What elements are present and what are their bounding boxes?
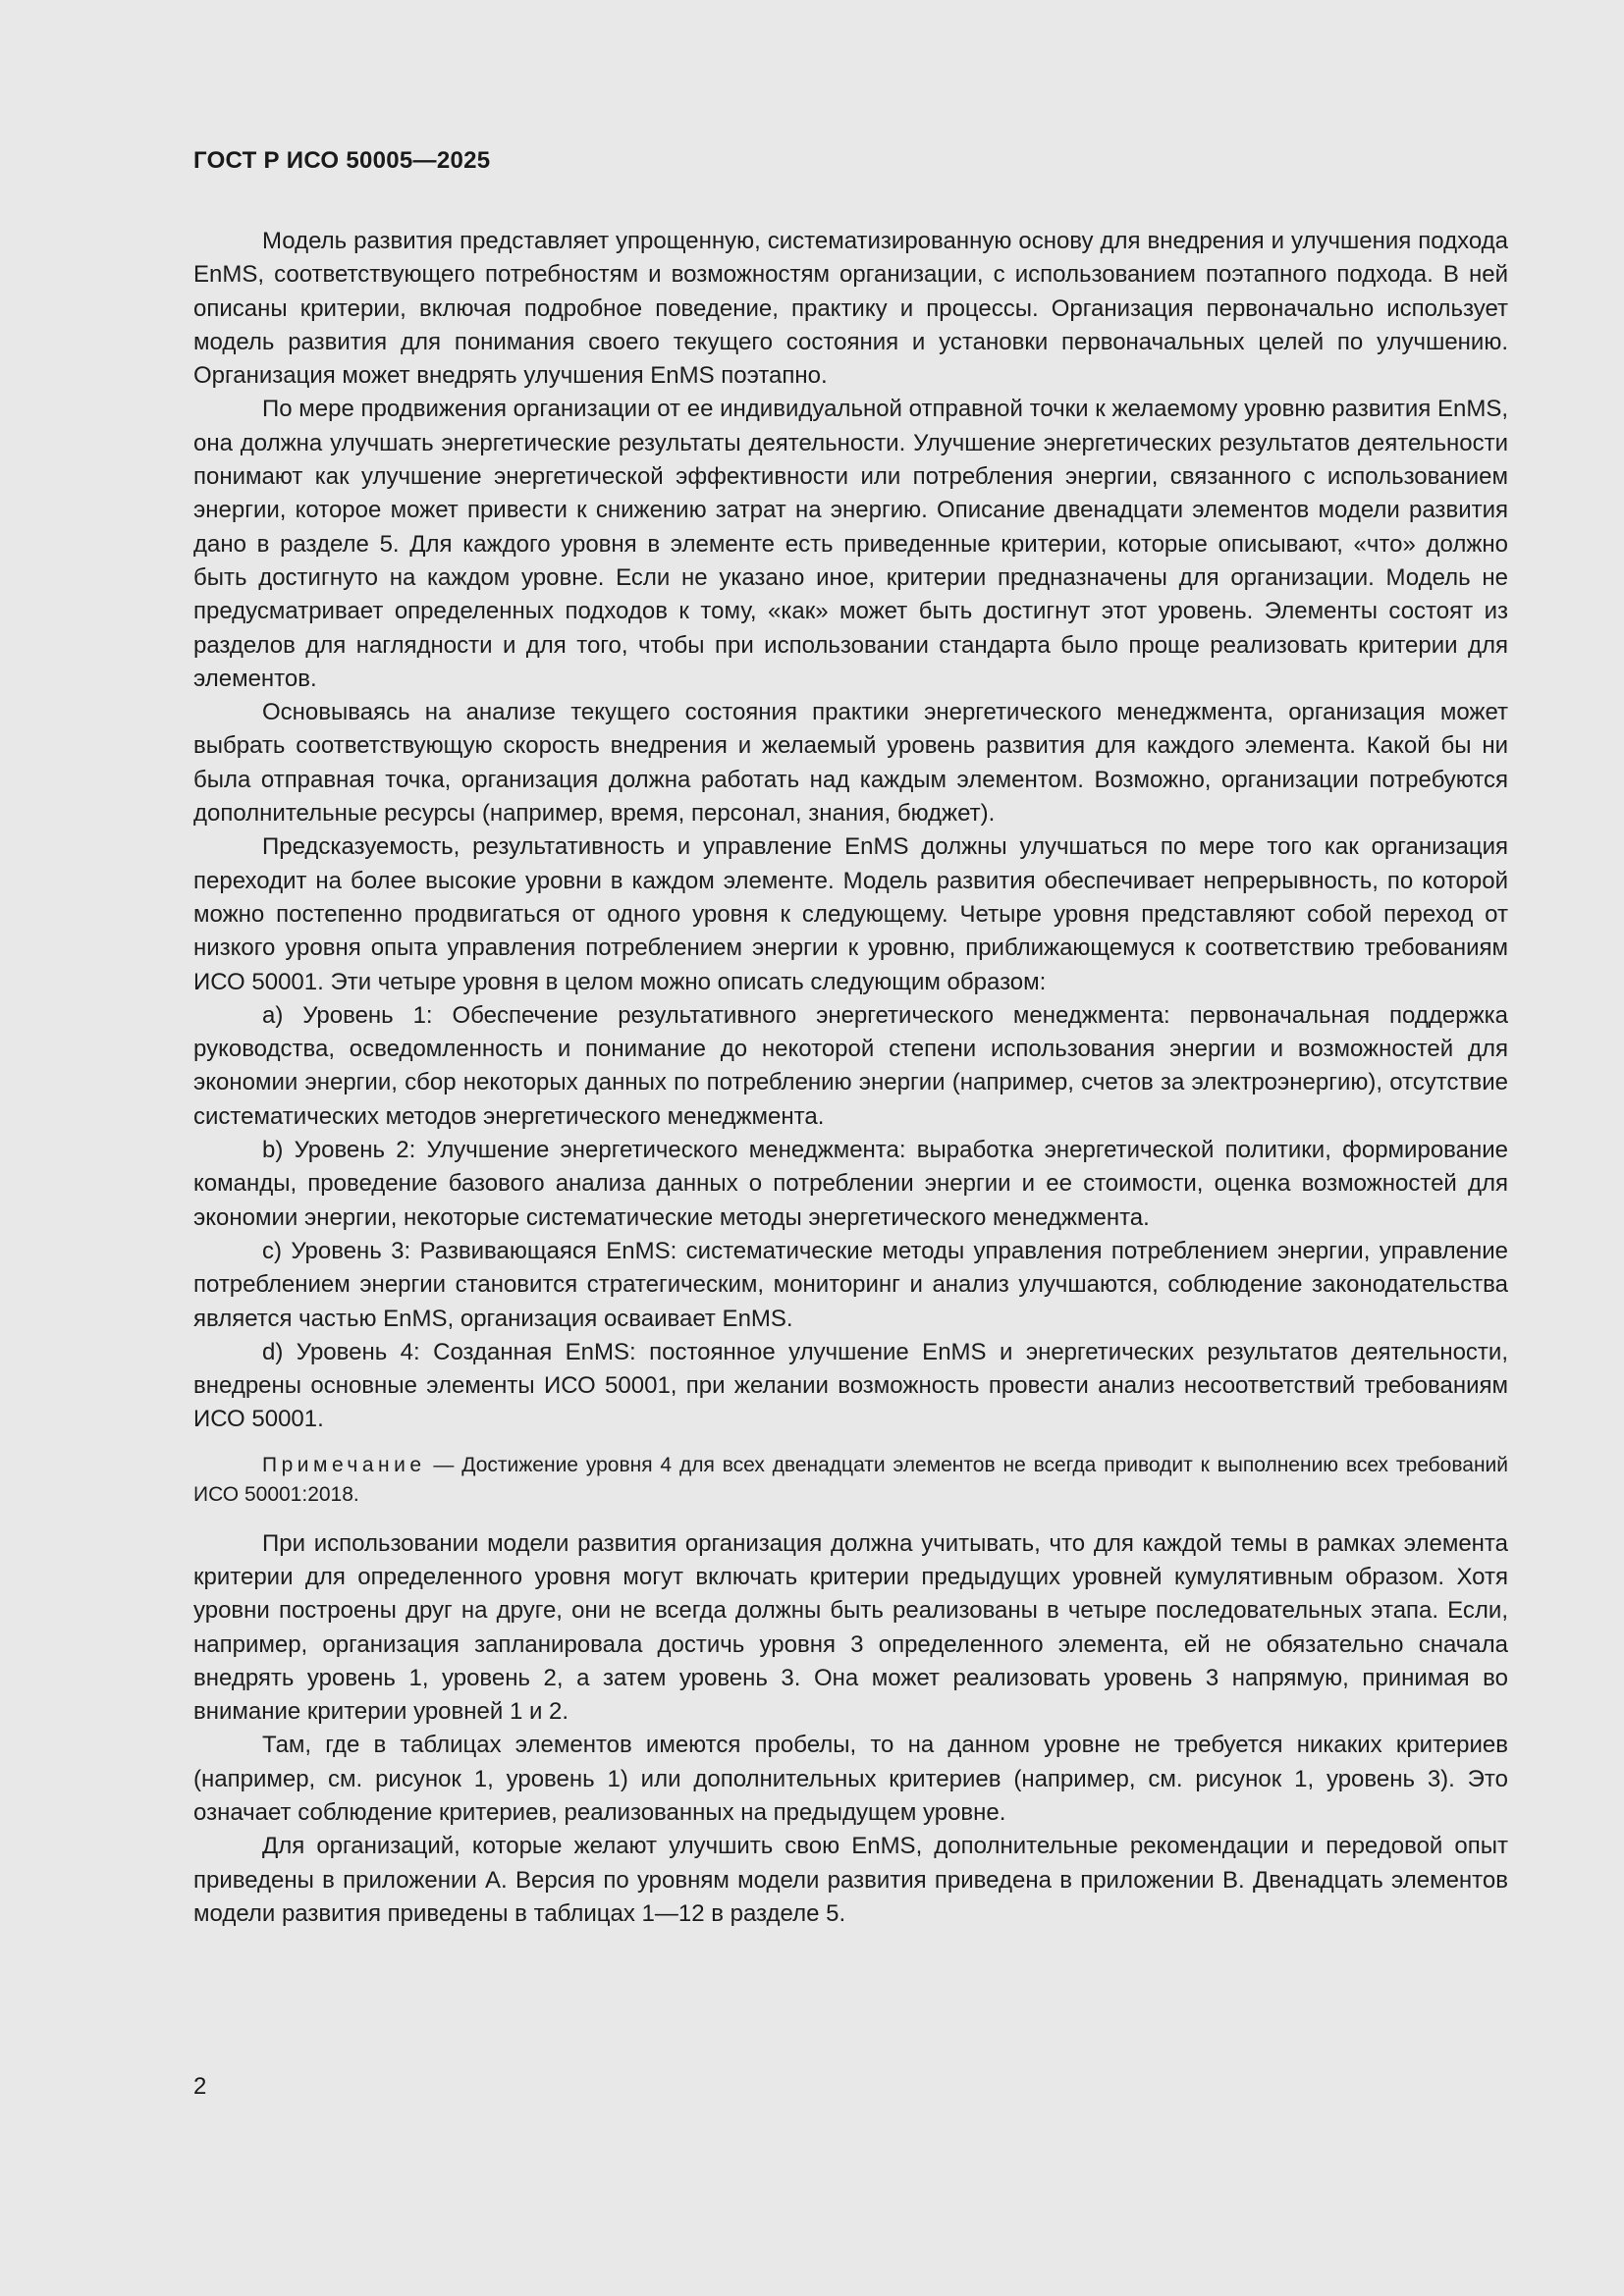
list-item-level-4: d) Уровень 4: Созданная EnMS: постоянное улучшение EnMS и энергетических результатов деятельности, внедрены основные элементы ИСО 50001, при желании возможность провести анализ несоответствий требованиям ИСО 50001. — [193, 1338, 1508, 1433]
note-label: Примечание — [262, 1453, 426, 1476]
document-header: ГОСТ Р ИСО 50005—2025 — [193, 147, 491, 174]
document-page — [193, 0, 1508, 2296]
paragraph-cumulative-criteria: При использовании модели развития организация должна учитывать, что для каждой темы в рамках элемента критерии для определенного уровня могут включать критерии предыдущих уровней кумулятивным образом. Хотя уровни построены друг на друге, они не всегда должны быть реализованы в четыре последовательных этапа. Если, например, организация запланировала достичь уровня 3 определенного элемента, ей не обязательно сначала внедрять уровень 1, уровень 2, а затем уровень 3. Она может реализовать уровень 3 напрямую, принимая во внимание критерии уровней 1 и 2. — [193, 1529, 1508, 1726]
paragraph-current-state: Основываясь на анализе текущего состояния практики энергетического менеджмента, организация может выбрать соответствующую скорость внедрения и желаемый уровень развития для каждого элемента. Какой бы ни была отправная точка, организация должна работать над каждым элементом. Возможно, организации потребуются дополнительные ресурсы (например, время, персонал, знания, бюджет). — [193, 699, 1508, 828]
note — [193, 1451, 1508, 1510]
paragraph-energy-performance: По мере продвижения организации от ее индивидуальной отправной точки к желаемому уровню развития EnMS, она должна улучшать энергетические результаты деятельности. Улучшение энергетических результатов деятельности понимают как улучшение энергетической эффективности или потребления энергии, связанного с использованием энергии, которое может привести к снижению затрат на энергию. Описание двенадцати элементов модели развития дано в разделе 5. Для каждого уровня в элементе есть приведенные критерии, которые описывают, «что» должно быть достигнуто на каждом уровне. Если не указано иное, критерии предназначены для организации. Модель не предусматривает определенных подходов к тому, «как» может быть достигнут этот уровень. Элементы состоят из разделов для наглядности и для того, чтобы при использовании стандарта было проще реализовать критерии для элементов. — [193, 396, 1508, 692]
list-item-level-3: c) Уровень 3: Развивающаяся EnMS: систематические методы управления потреблением энергии, управление потреблением энергии становится стратегическим, мониторинг и анализ улучшаются, соблюдение законодательства является частью EnMS, организация осваивает EnMS. — [193, 1237, 1508, 1332]
paragraph-levels-intro: Предсказуемость, результативность и управление EnMS должны улучшаться по мере того как организация переходит на более высокие уровни в каждом элементе. Модель развития обеспечивает непрерывность, по которой можно постепенно продвигаться от одного уровня к следующему. Четыре уровня представляют собой переход от низкого уровня опыта управления потреблением энергии к уровню, приближающемуся к соответствию требованиям ИСО 50001. Эти четыре уровня в целом можно описать следующим образом: — [193, 833, 1508, 995]
page-number: 2 — [193, 2073, 207, 2100]
paragraph-annexes: Для организаций, которые желают улучшить свою EnMS, дополнительные рекомендации и передовой опыт приведены в приложении А. Версия по уровням модели развития приведена в приложении В. Двенадцать элементов модели развития приведены в таблицах 1—12 в разделе 5. — [193, 1833, 1508, 1927]
list-item-level-1: a) Уровень 1: Обеспечение результативного энергетического менеджмента: первоначальная поддержка руководства, осведомленность и понимание до некоторой степени использования энергии и возможностей для экономии энергии, сбор некоторых данных по потреблению энергии (например, счетов за электроэнергию), отсутствие систематических методов энергетического менеджмента. — [193, 1001, 1508, 1130]
paragraph-table-gaps: Там, где в таблицах элементов имеются пробелы, то на данном уровне не требуется никаких критериев (например, см. рисунок 1, уровень 1) или дополнительных критериев (например, см. рисунок 1, уровень 3). Это означает соблюдение критериев, реализованных на предыдущем уровне. — [193, 1732, 1508, 1827]
document-body — [193, 225, 1508, 1931]
note-text: — Достижение уровня 4 для всех двенадцати элементов не всегда приводит к выполнению всех требований ИСО 50001:2018. — [193, 1453, 1508, 1506]
list-item-level-2: b) Уровень 2: Улучшение энергетического менеджмента: выработка энергетической политики, формирование команды, проведение базового анализа данных о потреблении энергии и ее стоимости, оценка возможностей для экономии энергии, некоторые систематические методы энергетического менеджмента. — [193, 1137, 1508, 1231]
paragraph-maturity-model: Модель развития представляет упрощенную, систематизированную основу для внедрения и улучшения подхода EnMS, соответствующего потребностям и возможностям организации, с использованием поэтапного подхода. В ней описаны критерии, включая подробное поведение, практику и процессы. Организация первоначально использует модель развития для понимания своего текущего состояния и установки первоначальных целей по улучшению. Организация может внедрять улучшения EnMS поэтапно. — [193, 228, 1508, 390]
